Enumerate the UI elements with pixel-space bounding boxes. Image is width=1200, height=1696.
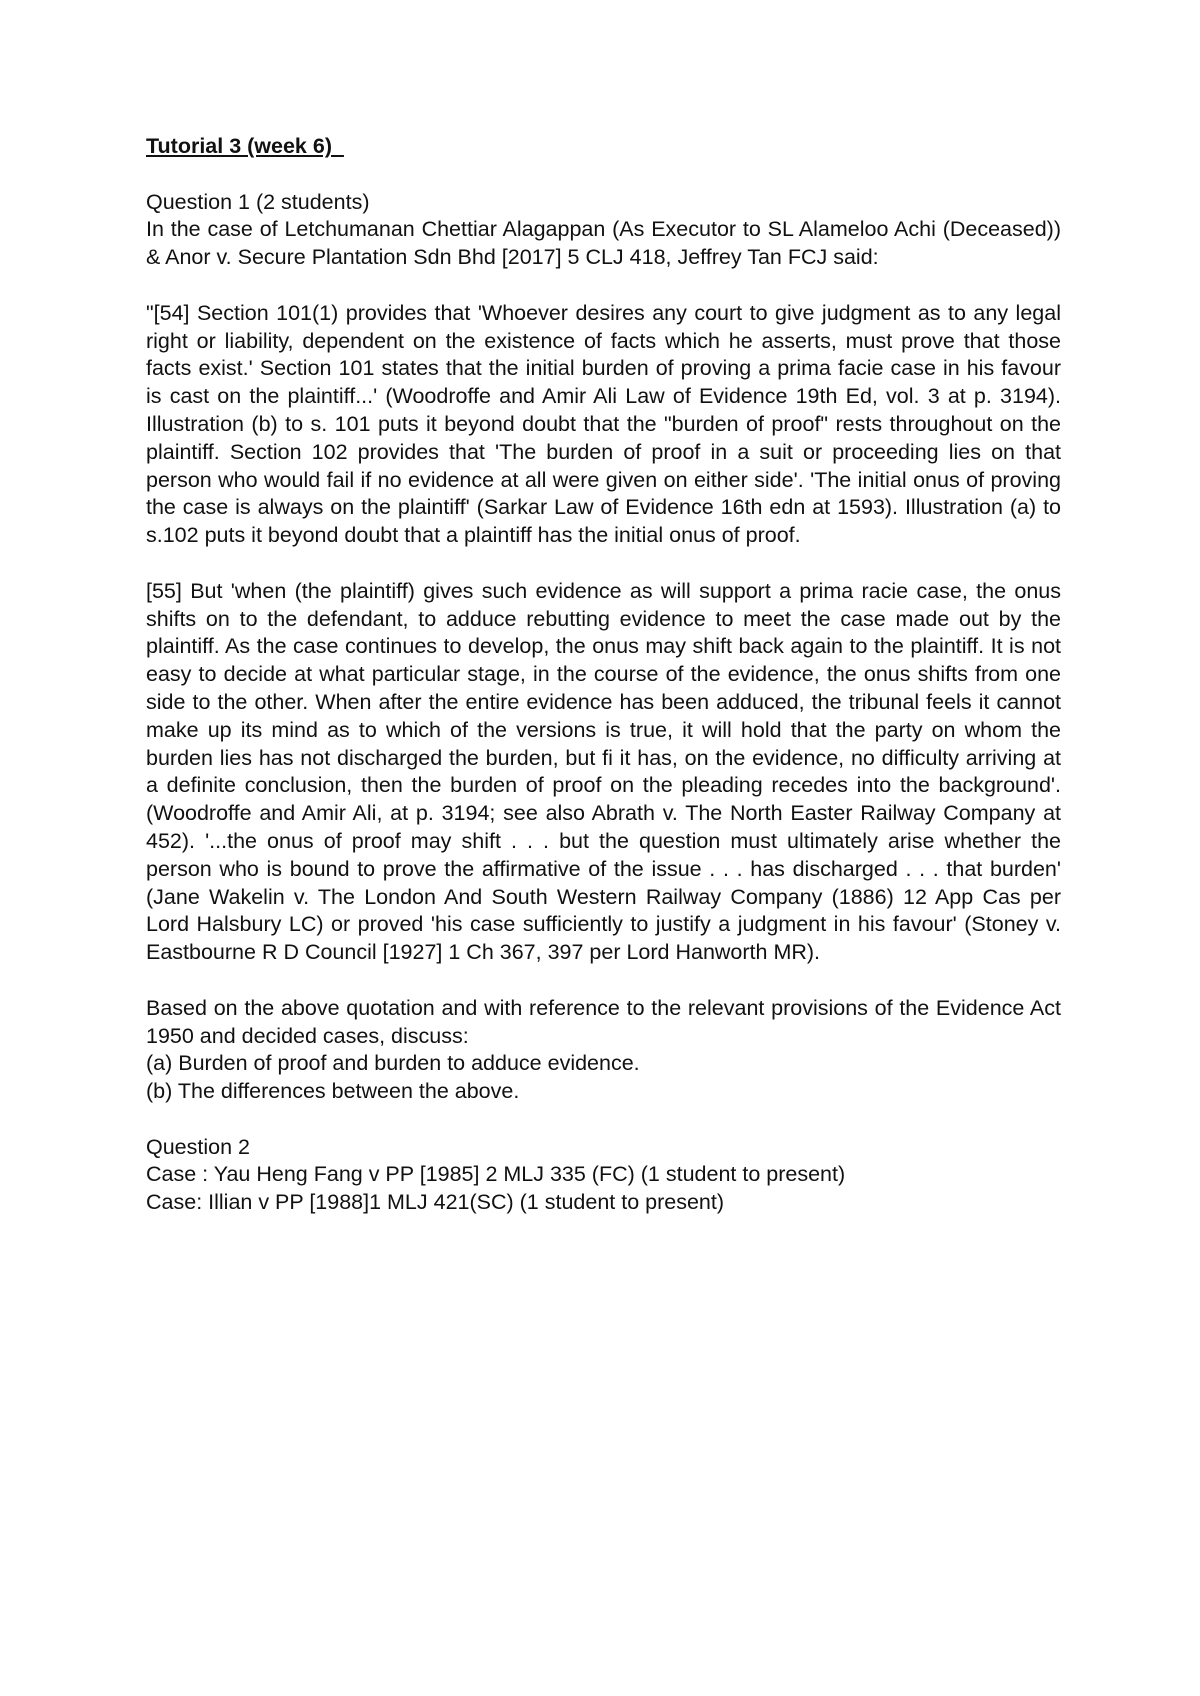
question1-heading: Question 1 (2 students) [146, 189, 370, 214]
question2-heading: Question 2 [146, 1134, 250, 1159]
tutorial-title: Tutorial 3 (week 6) [146, 134, 344, 158]
spacer [146, 272, 1061, 300]
document-page [146, 133, 1061, 1217]
spacer [146, 1106, 1061, 1134]
question1-task: Based on the above quotation and with reference to the relevant provisions of the Evidence Act 1950 and decided cases, discuss: [146, 995, 1061, 1048]
question1-item-b: (b) The differences between the above. [146, 1079, 520, 1104]
question2-case-2: Case: Illian v PP [1988]1 MLJ 421(SC) (1 student to present) [146, 1190, 725, 1215]
spacer [146, 967, 1061, 995]
question2-case-1: Case : Yau Heng Fang v PP [1985] 2 MLJ 335 (FC) (1 student to present) [146, 1162, 846, 1187]
spacer [146, 161, 1061, 189]
quote-paragraph-54: "[54] Section 101(1) provides that 'Whoever desires any court to give judgment as to any legal right or liability, dependent on the existence of facts which he asserts, must prove that those facts exist.' Section 101 states that the initial burden of proving a prima facie case in his favour is cast on the plaintiff...' (Woodroffe and Amir Ali Law of Evidence 19th Ed, vol. 3 at p. 3194). Illustration (b) to s. 101 puts it beyond doubt that the "burden of proof" rests throughout on the plaintiff. Section 102 provides that 'The burden of proof in a suit or proceeding lies on that person who would fail if no evidence at all were given on either side'. 'The initial onus of proving the case is always on the plaintiff' (Sarkar Law of Evidence 16th edn at 1593). Illustration (a) to s.102 puts it beyond doubt that a plaintiff has the initial onus of proof. [146, 300, 1061, 548]
question1-intro: In the case of Letchumanan Chettiar Alagappan (As Executor to SL Alameloo Achi (Deceased)) & Anor v. Secure Plantation Sdn Bhd [2017] 5 CLJ 418, Jeffrey Tan FCJ said: [146, 217, 1061, 270]
quote-paragraph-55: [55] But 'when (the plaintiff) gives such evidence as will support a prima racie case, the onus shifts on to the defendant, to adduce rebutting evidence to meet the case made out by the plaintiff. As the case continues to develop, the onus may shift back again to the plaintiff. It is not easy to decide at what particular stage, in the course of the evidence, the onus shifts from one side to the other. When after the entire evidence has been adduced, the tribunal feels it cannot make up its mind as to which of the versions is true, it will hold that the party on whom the burden lies has not discharged the burden, but fi it has, on the evidence, no difficulty arriving at a definite conclusion, then the burden of proof on the pleading recedes into the background'. (Woodroffe and Amir Ali, at p. 3194; see also Abrath v. The North Easter Railway Company at 452). '...the onus of proof may shift . . . but the question must ultimately arise whether the person who is bound to prove the affirmative of the issue . . . has discharged . . . that burden' (Jane Wakelin v. The London And South Western Railway Company (1886) 12 App Cas per Lord Halsbury LC) or proved 'his case sufficiently to justify a judgment in his favour' (Stoney v. Eastbourne R D Council [1927] 1 Ch 367, 397 per Lord Hanworth MR). [146, 578, 1061, 965]
spacer [146, 550, 1061, 578]
question1-item-a: (a) Burden of proof and burden to adduce evidence. [146, 1051, 640, 1076]
